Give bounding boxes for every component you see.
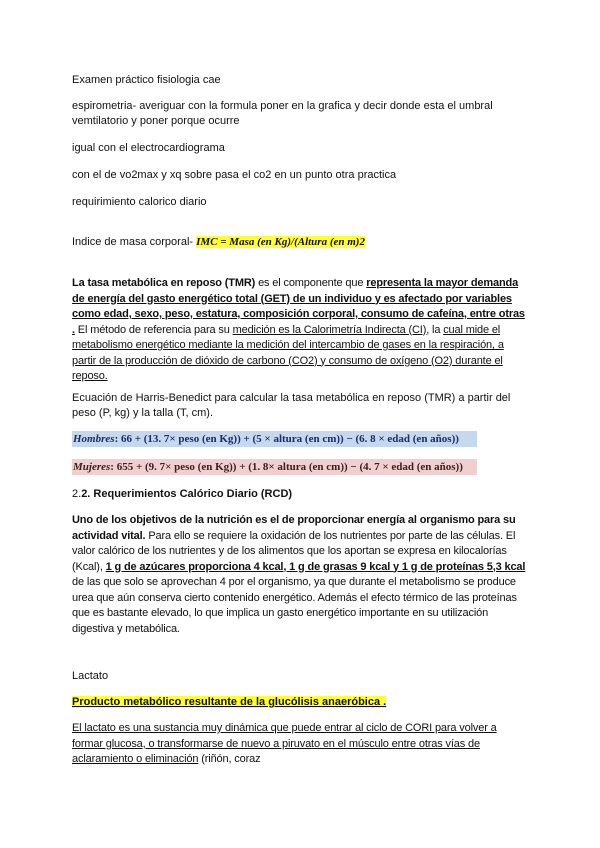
equation-mujeres	[72, 459, 477, 475]
tmr-text3: la	[429, 323, 444, 336]
lactato-tail: (riñón, coraz	[198, 753, 261, 765]
harris-line2: peso (P, kg) y la talla (T, cm).	[72, 407, 214, 419]
rcd-underlined-bold: 1 g de azúcares proporciona 4 kcal, 1 g de grasas 9 kcal y 1 g de proteínas 5,3 kcal	[105, 560, 526, 573]
tmr-underlined-bold: representa la mayor demanda de energía del gasto energético total (GET) de un individuo y es afectado por variables como edad, sexo, peso, estatura, composición corporal, consumo de cafeína, entre otras .	[72, 277, 525, 336]
harris-line1: Ecuación de Harris-Benedict para calcular la tasa metabólica en reposo (TMR) a partir del	[72, 392, 511, 404]
equation-mujeres-label: Mujeres	[73, 461, 111, 473]
imc-label: Indice de masa corporal-	[72, 236, 197, 248]
note-espirometria-line2: vemtilatorio y poner porque ocurre	[72, 115, 240, 127]
equation-hombres-body: : 66 + (13. 7× peso (en Kg)) + (5 × altura (en cm)) − (6. 8 × edad (en años))	[114, 433, 459, 445]
rcd-paragraph	[72, 513, 530, 637]
lactato-highlight-line	[72, 695, 386, 710]
tmr-underlined2: cual mide el metabolismo energético mediante la medición del intercambio de gases en la respiración, a partir de la producción de dióxido de carbono (CO2) y consumo de oxígeno (O2) durante el reposo.	[72, 323, 504, 382]
note-espirometria-line1: espirometria- averiguar con la formula poner en la grafica y decir donde esta el umbral	[72, 100, 493, 112]
rcd-text1: Para ello se requiere la oxidación de los nutrientes por parte de las células. El valor calórico de los nutrientes y de los alimentos que los aportan se expresa en kilocalorías (Kcal),	[72, 529, 516, 573]
tmr-paragraph	[72, 276, 530, 385]
lactato-highlight: Producto metabólico resultante de la glucólisis anaeróbica .	[72, 696, 387, 708]
note-vo2max: con el de vo2max y xq sobre pasa el co2 en un punto otra practica	[72, 169, 397, 181]
equation-hombres	[72, 431, 477, 447]
imc-line	[72, 235, 365, 250]
section-heading-number: 2.	[72, 488, 82, 500]
tmr-text1: es el componente que	[255, 277, 367, 289]
rcd-bold-intro: Uno de los objetivos de la nutrición es el de proporcionar energía al organismo para su actividad vital.	[72, 514, 516, 542]
section-heading	[72, 487, 292, 502]
imc-formula: IMC = Masa (en Kg)/(Altura (en m)2	[196, 236, 365, 248]
document-title: Examen práctico fisiologia cae	[72, 74, 221, 86]
equation-hombres-label: Hombres	[73, 433, 115, 445]
tmr-underlined1: medición es la Calorimetría Indirecta (CI),	[232, 323, 430, 336]
rcd-text2: de las que solo se aprovechan 4 por el organismo, ya que durante el metabolismo se produce urea que aún conserva cierto contenido energético. Además el efecto térmico de las proteínas que es bastante elevado, lo que implica un gasto energético importante en su utilización digestiva y metabólica.	[72, 576, 517, 635]
lactato-paragraph	[72, 721, 530, 768]
equation-mujeres-body: : 655 + (9. 7× peso (en Kg)) + (1. 8× altura (en cm)) − (4. 7 × edad (en años))	[110, 461, 463, 473]
lactato-underlined: El lactato es una sustancia muy dinámica que puede entrar al ciclo de CORI para volver a formar glucosa, o transformarse de nuevo a piruvato en el músculo entre otras vías de aclaramiento o eliminación	[72, 722, 497, 765]
section-heading-text: 2. Requerimientos Calórico Diario (RCD)	[81, 488, 293, 500]
tmr-text2: El método de referencia para su	[74, 323, 233, 336]
note-requerimiento: requirimiento calorico diario	[72, 196, 207, 208]
note-electrocardiograma: igual con el electrocardiograma	[72, 142, 225, 154]
lactato-heading: Lactato	[72, 670, 109, 682]
tmr-bold-intro: La tasa metabólica en reposo (TMR)	[72, 277, 256, 289]
